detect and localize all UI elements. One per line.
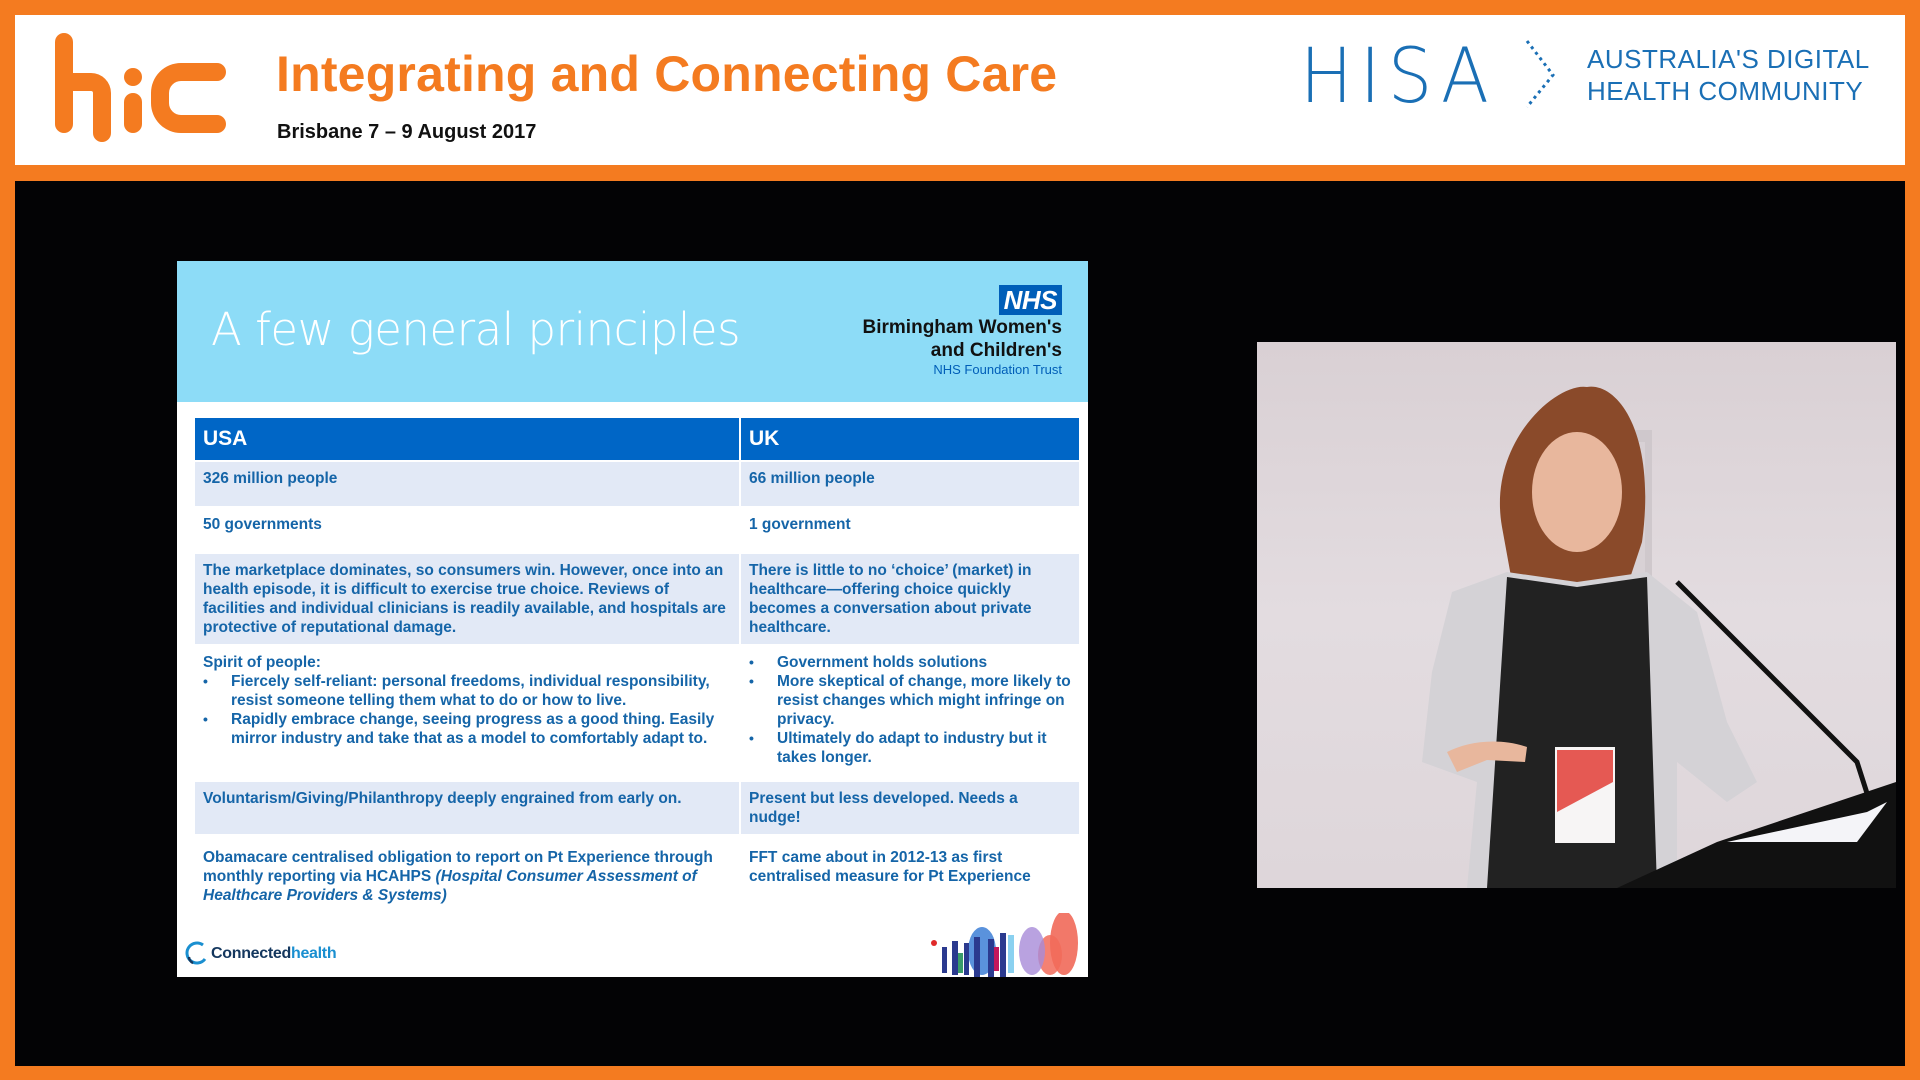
hisa-chevron-icon [1523,39,1559,109]
bullet-item: • Ultimately do adapt to industry but it takes longer. [749,729,1071,767]
org-trust: NHS Foundation Trust [933,362,1062,377]
org-name-line2: and Children's [930,340,1062,361]
comparison-table [195,418,1079,914]
table-row [195,506,1079,552]
slide [177,261,1088,977]
hisa-logo: HISA [1300,31,1497,120]
cell-uk: FFT came about in 2012-13 as first centralised measure for Pt Experience [741,834,1079,914]
conference-banner [15,15,1905,165]
cell-uk: 1 government [741,506,1079,552]
cell-text-italic: (Hospital Consumer Assessment of Healthcare Providers & Systems) [203,868,697,904]
cell-text: Obamacare centralised obligation to report on Pt Experience through monthly reporting via HCAHPS [203,849,713,885]
nhs-badge: NHS [999,285,1062,315]
connected-health-icon [185,941,211,967]
bullet-item: • Fiercely self-reliant: personal freedoms, individual responsibility, resist someone telling them what to do or how to live. [203,672,731,710]
cell-uk: There is little to no ‘choice’ (market) in healthcare—offering choice quickly becomes a conversation about private healthcare. [741,552,1079,644]
table-row [195,780,1079,834]
usa-bullet-list [203,672,731,748]
nhs-org-logo [863,285,1062,379]
table-row [195,834,1079,914]
hisa-tagline-line2: HEALTH COMMUNITY [1587,76,1864,106]
cell-usa [195,644,741,780]
cell-usa: The marketplace dominates, so consumers win. However, once into an health episode, it is difficult to exercise true choice. Reviews of facilities and individual clinicians is readily available, and hospitals are protective of reputational damage. [195,552,741,644]
slide-header [177,261,1088,402]
bullet-item: • Government holds solutions [749,653,1071,672]
table-row [195,644,1079,780]
spirit-heading: Spirit of people: [203,654,321,671]
bullet-item: • More skeptical of change, more likely to resist changes which might infringe on privacy. [749,672,1071,729]
table-header-row [195,418,1079,460]
org-name-line1: Birmingham Women's [862,317,1062,338]
cell-uk: 66 million people [741,460,1079,506]
people-illustration-icon [912,913,1082,977]
connected-health-logo [185,941,336,967]
cell-usa: Voluntarism/Giving/Philanthropy deeply engrained from early on. [195,780,741,834]
uk-bullet-list [749,653,1071,767]
bullet-item: • Rapidly embrace change, seeing progress as a good thing. Easily mirror industry and take that as a model to comfortably adapt to. [203,710,731,748]
hisa-tagline-line1: AUSTRALIA'S DIGITAL [1587,44,1870,74]
logo-part2: health [290,945,337,962]
speaker-video-frame [1257,342,1896,888]
cell-usa: 50 governments [195,506,741,552]
speaker-video [1257,342,1896,888]
cell-usa [195,834,741,914]
column-header-usa: USA [195,418,741,460]
table-row [195,552,1079,644]
presentation-stage [15,181,1905,1066]
slide-title: A few general principles [211,303,741,356]
cell-uk: Present but less developed. Needs a nudge! [741,780,1079,834]
table-row [195,460,1079,506]
hic-logo-icon [55,33,235,143]
hisa-tagline [1587,43,1870,107]
event-subtitle: Brisbane 7 – 9 August 2017 [277,121,537,143]
column-header-uk: UK [741,418,1079,460]
event-title: Integrating and Connecting Care [276,46,1058,102]
cell-uk [741,644,1079,780]
cell-usa: 326 million people [195,460,741,506]
logo-part1: Connected [211,945,291,962]
